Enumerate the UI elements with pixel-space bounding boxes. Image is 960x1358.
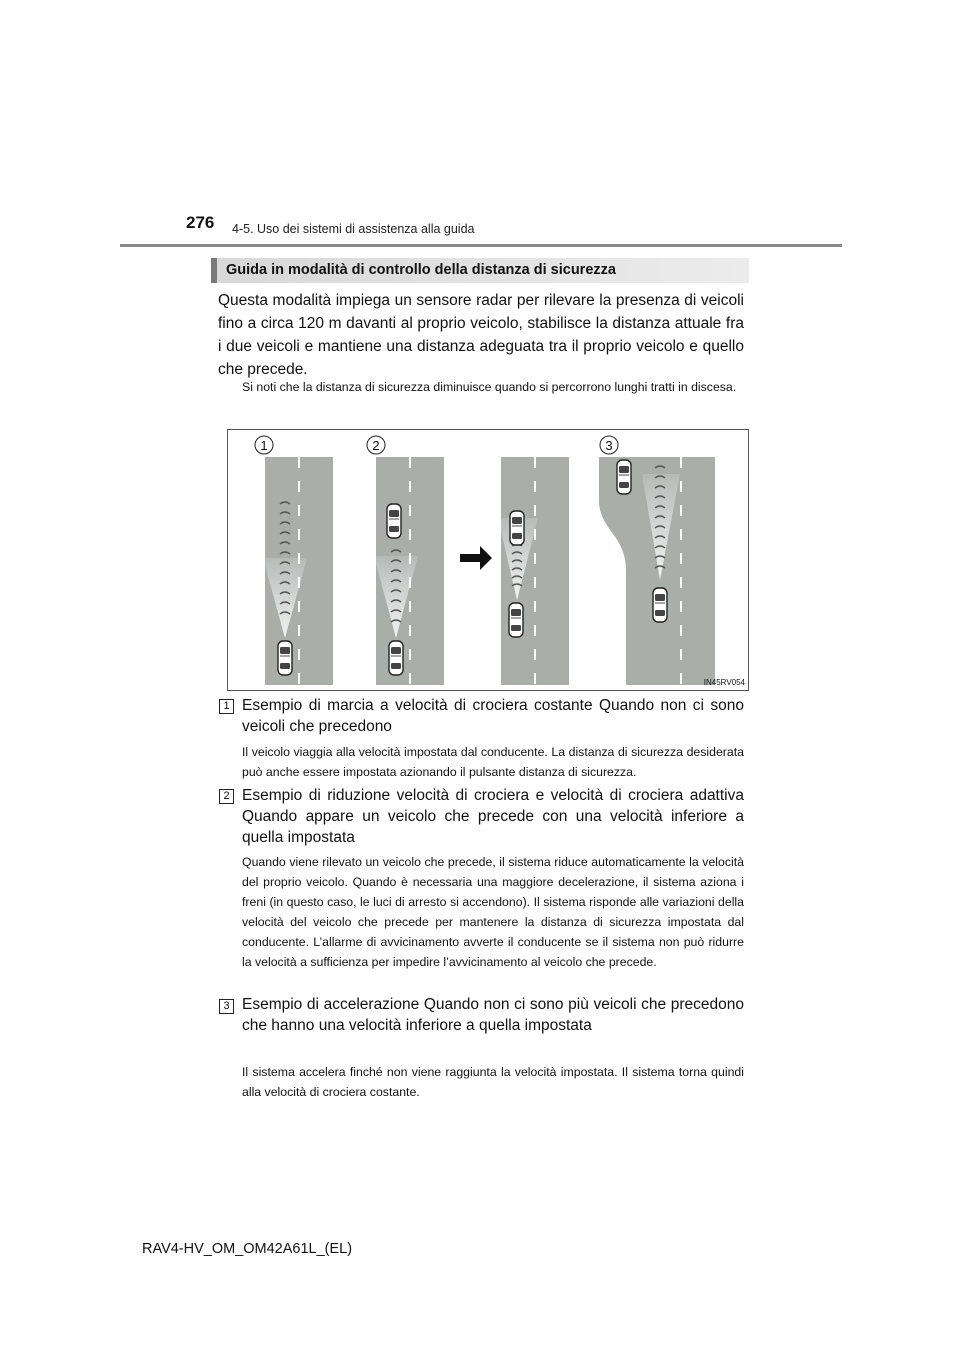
car-icon — [653, 588, 667, 622]
item-number-1: 1 — [219, 699, 234, 714]
car-icon — [617, 460, 631, 494]
callout-3-label: 3 — [605, 438, 613, 453]
item-title-1: Esempio di marcia a velocità di crociera costante Quando non ci sono veicoli che precedono — [242, 697, 744, 735]
section-header: 4-5. Uso dei sistemi di assistenza alla guida — [232, 222, 475, 236]
item-title-3: Esempio di accelerazione Quando non ci sono più veicoli che precedono che hanno una velocità inferiore a quella impostata — [242, 996, 744, 1034]
item-note-1: Il veicolo viaggia alla velocità impostata dal conducente. La distanza di sicurezza desiderata può anche essere impostata azionando il pulsante distanza di sicurezza. — [242, 745, 744, 779]
figure-code: IN45RV054 — [703, 678, 745, 687]
subheading-text: Guida in modalità di controllo della distanza di sicurezza — [226, 262, 616, 278]
header-rule — [120, 244, 842, 247]
item-number-2: 2 — [219, 789, 234, 804]
footer-code: RAV4-HV_OM_OM42A61L_(EL) — [142, 1241, 353, 1257]
item-note-2: Quando viene rilevato un veicolo che precede, il sistema riduce automaticamente la velocità del proprio veicolo. Quando è necessaria una maggiore decelerazione, il sistema aziona i freni (in questo caso, le luci di arresto si accendono). Il sistema risponde alle variazioni della velocità del veicolo che precede per mantenere la distanza di sicurezza impostata dal conducente. L’allarme di avvicinamento avverte il conducente se il sistema non può ridurre la velocità a sufficienza per impedire l’avvicinamento al veicolo che precede. — [242, 855, 744, 969]
road-1 — [263, 457, 333, 685]
car-icon — [389, 641, 403, 675]
callout-1-label: 1 — [260, 438, 268, 453]
road-2 — [374, 457, 444, 685]
callout-2-label: 2 — [372, 438, 380, 453]
illustration — [227, 429, 749, 691]
car-icon — [278, 641, 292, 675]
intro-paragraph: Questa modalità impiega un sensore radar per rilevare la presenza di veicoli fino a circa 120 m davanti al proprio veicolo, stabilisce la distanza attuale fra i due veicoli e mantiene una distanza adeguata tra il proprio veicolo e quello che precede. — [218, 292, 744, 378]
item-note-3: Il sistema accelera finché non viene raggiunta la velocità impostata. Il sistema torna quindi alla velocità di crociera costante. — [242, 1065, 744, 1099]
car-icon — [509, 603, 523, 637]
item-number-3: 3 — [219, 999, 234, 1014]
item-title-2: Esempio di riduzione velocità di crociera e velocità di crociera adattiva Quando appare un veicolo che precede con una velocità inferiore a quella impostata — [242, 787, 744, 846]
intro-note: Si noti che la distanza di sicurezza diminuisce quando si percorrono lunghi tratti in discesa. — [242, 380, 737, 394]
car-icon — [510, 511, 524, 545]
car-icon — [387, 504, 401, 538]
road-3 — [599, 457, 715, 685]
subheading-bar — [211, 258, 749, 283]
arrow-right-icon — [460, 546, 492, 570]
page-number: 276 — [186, 213, 215, 232]
road-2b — [498, 457, 569, 685]
